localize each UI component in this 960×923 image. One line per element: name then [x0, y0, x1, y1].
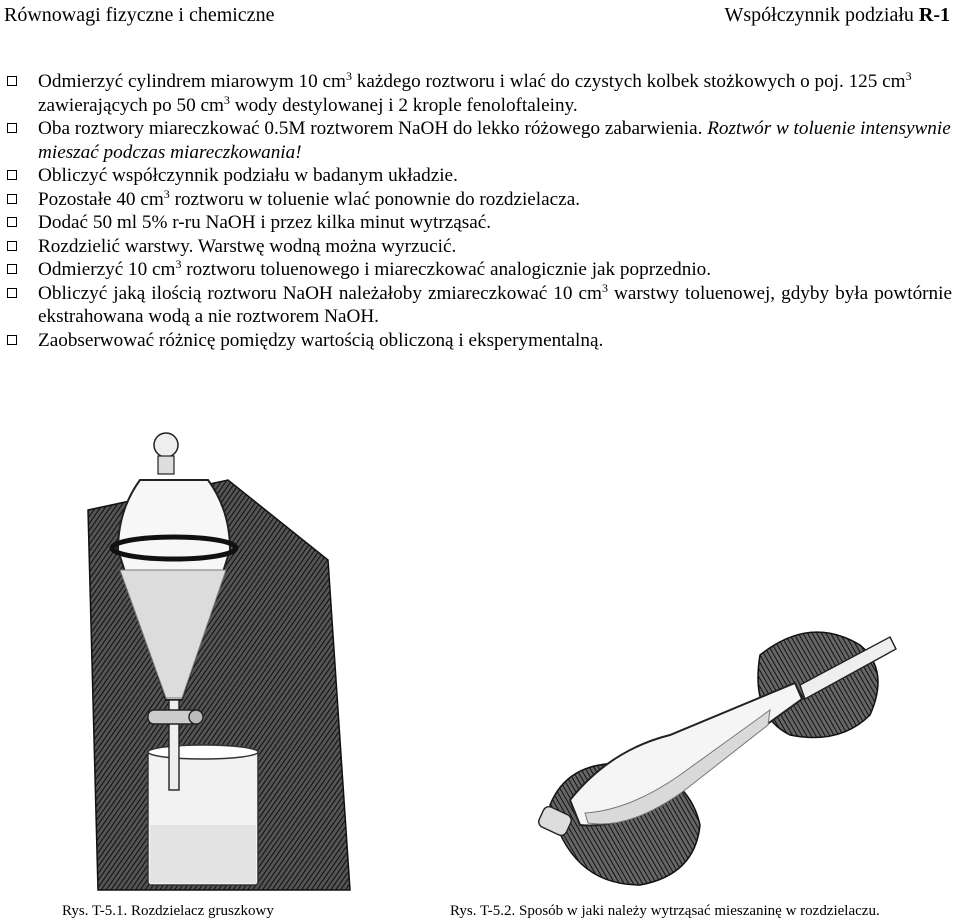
step-warning-text: Roztwór w toluenie intensywnie mieszać podczas miareczkowania!: [38, 118, 951, 163]
checkbox-bullet-icon: [7, 194, 17, 204]
step-item: [6, 188, 952, 212]
checkbox-bullet-icon: [7, 217, 17, 227]
superscript: 3: [175, 257, 182, 271]
step-text: warstwy toluenowej, gdyby była powtórnie ekstrahowana wodą a nie roztworem NaOH.: [38, 282, 952, 327]
header-topic-title: [724, 4, 950, 27]
checkbox-bullet-icon: [7, 76, 17, 86]
header-section-title: Równowagi fizyczne i chemiczne: [4, 4, 275, 26]
superscript: 3: [223, 92, 230, 107]
checkbox-bullet-icon: [7, 288, 17, 298]
procedure-steps-list: [6, 70, 952, 352]
step-text: zawierających po 50 cm: [38, 94, 224, 116]
step-text: roztworu toluenowego i miareczkować analogicznie jak poprzednio.: [181, 259, 712, 280]
step-item: [6, 211, 952, 235]
stopper-shape: [154, 433, 178, 457]
step-text: roztworu w toluenie wlać ponownie do rozdzielacza.: [169, 188, 581, 210]
checkbox-bullet-icon: [7, 170, 17, 180]
step-item: [6, 258, 952, 282]
page-header: [4, 4, 950, 28]
figure-1-caption: Rys. T-5.1. Rozdzielacz gruszkowy: [62, 903, 274, 919]
step-text: Pozostałe 40 cm: [38, 188, 164, 210]
step-item: [6, 235, 952, 259]
separatory-funnel-illustration: [78, 420, 358, 900]
checkbox-bullet-icon: [7, 123, 17, 133]
step-item: [6, 117, 952, 164]
step-text: Obliczyć współczynnik podziału w badanym układzie.: [38, 165, 458, 186]
shaking-funnel-illustration: [450, 575, 950, 900]
step-text: Zaobserwować różnicę pomiędzy wartością obliczoną i eksperymentalną.: [38, 329, 604, 351]
step-text: wody destylowanej i 2 krople fenoloftaleiny.: [229, 94, 578, 116]
step-text: Obliczyć jaką ilością roztworu NaOH należałoby zmiareczkować 10 cm: [38, 282, 602, 304]
step-text: Odmierzyć cylindrem miarowym 10 cm: [38, 71, 346, 92]
step-text: Rozdzielić warstwy. Warstwę wodną można wyrzucić.: [38, 235, 457, 257]
step-text: Dodać 50 ml 5% r-ru NaOH i przez kilka minut wytrząsać.: [38, 212, 492, 233]
superscript: 3: [163, 186, 170, 201]
step-text: każdego roztworu i wlać do czystych kolbek stożkowych o poj. 125 cm: [351, 71, 906, 92]
superscript: 3: [905, 69, 912, 83]
header-topic-code: R-1: [918, 4, 950, 26]
superscript: 3: [601, 280, 608, 295]
header-topic-text: Współczynnik podziału: [724, 4, 919, 26]
checkbox-bullet-icon: [7, 264, 17, 274]
superscript: 3: [345, 69, 352, 83]
step-text: Oba roztwory miareczkować 0.5M roztworem NaOH do lekko różowego zabarwienia.: [38, 118, 708, 139]
step-item: [6, 70, 952, 117]
step-item: [6, 282, 952, 329]
checkbox-bullet-icon: [7, 241, 17, 251]
step-item: [6, 164, 952, 188]
step-text: Odmierzyć 10 cm: [38, 259, 176, 280]
figure-2-caption: Rys. T-5.2. Sposób w jaki należy wytrząsać mieszaninę w rozdzielaczu.: [450, 903, 880, 919]
checkbox-bullet-icon: [7, 335, 17, 345]
step-item: [6, 329, 952, 353]
